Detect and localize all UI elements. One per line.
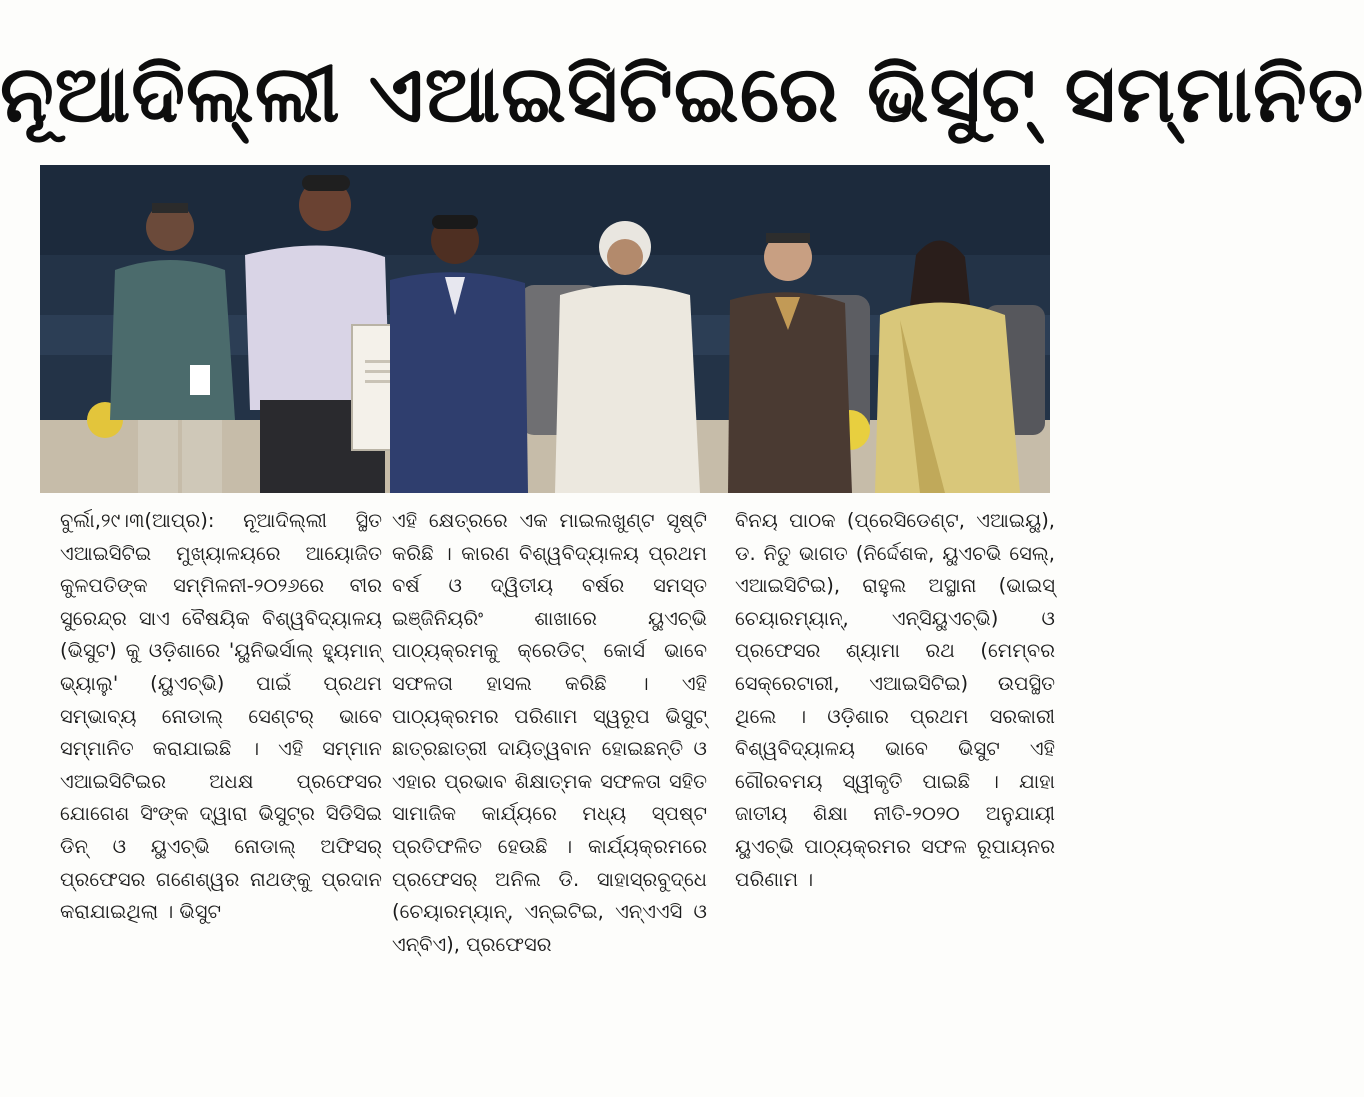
article-column-2 xyxy=(392,505,707,1070)
article-column-3 xyxy=(735,505,1055,1070)
article-column-1 xyxy=(60,505,382,1070)
article-text: ବୁର୍ଲା,୨୯।୩(ଆପ୍ର): ନୂଆଦିଲ୍ଲୀ ସ୍ଥିତ ଏଆଇସିଟିଇ ମୁଖ୍ୟାଳୟରେ ଆୟୋଜିତ କୁଳପତିଙ୍କ ସମ୍ମିଳନୀ-୨୦୨୬ରେ ବୀର ସୁରେନ୍ଦ୍ର ସାଏ ବୈଷୟିକ ବିଶ୍ୱବିଦ୍ୟାଳୟ (ଭିସୁଟ) କୁ ଓଡ଼ିଶାରେ 'ୟୁନିଭର୍ସାଲ୍ ହ୍ୟୁମାନ୍ ଭ୍ୟାଲୁ' (ୟୁଏଚ୍‌ଭି) ପାଇଁ ପ୍ରଥମ ସମ୍ଭାବ୍ୟ ନୋଡାଲ୍ ସେଣ୍ଟର୍ ଭାବେ ସମ୍ମାନିତ କରାଯାଇଛି । ଏହି ସମ୍ମାନ ଏଆଇସିଟିଇର ଅଧକ୍ଷ ପ୍ରଫେସର ଯୋଗେଶ ସିଂଙ୍କ ଦ୍ୱାରା ଭିସୁଟ୍‌ର ସିଡିସିଇ ଡିନ୍ ଓ ୟୁଏଚ୍‌ଭି ନୋଡାଲ୍ ଅଫିସର୍ ପ୍ରଫେସର ଗଣେଶ୍ୱର ନାଥଙ୍କୁ ପ୍ରଦାନ କରାଯାଇଥିଲା । ଭିସୁଟ xyxy=(60,509,382,924)
article-text: ଏହି କ୍ଷେତ୍ରରେ ଏକ ମାଇଲଖୁଣ୍ଟ ସୃଷ୍ଟି କରିଛି । କାରଣ ବିଶ୍ୱବିଦ୍ୟାଳୟ ପ୍ରଥମ ବର୍ଷ ଓ ଦ୍ୱିତୀୟ ବର୍ଷର ସମସ୍ତ ଇଞ୍ଜିନିୟରିଂ ଶାଖାରେ ୟୁଏଚ୍‌ଭି ପାଠ୍ୟକ୍ରମକୁ କ୍ରେଡିଟ୍ କୋର୍ସ ଭାବେ ସଫଳତା ହାସଲ କରିଛି । ଏହି ପାଠ୍ୟକ୍ରମର ପରିଣାମ ସ୍ୱରୂପ ଭିସୁଟ୍ ଛାତ୍ରଛାତ୍ରୀ ଦାୟିତ୍ୱବାନ ହୋଇଛନ୍ତି ଓ ଏହାର ପ୍ରଭାବ ଶିକ୍ଷାତ୍ମକ ସଫଳତା ସହିତ ସାମାଜିକ କାର୍ଯ୍ୟରେ ମଧ୍ୟ ସ୍ପଷ୍ଟ ପ୍ରତିଫଳିତ ହେଉଛି । କାର୍ଯ୍ୟକ୍ରମରେ ପ୍ରଫେସର୍ ଅନିଲ ଡି. ସାହାସ୍ରବୁଦ୍ଧେ (ଚେୟାରମ୍ୟାନ୍, ଏନ୍‌ଇଟିଇ, ଏନ୍‌ଏଏସି ଓ ଏନ୍‌ବିଏ), ପ୍ରଫେସର xyxy=(392,509,707,956)
event-photo xyxy=(40,165,1050,493)
article-text: ବିନୟ ପାଠକ (ପ୍ରେସିଡେଣ୍ଟ, ଏଆଇୟୁ), ଡ. ନିତୁ ଭାଗତ (ନିର୍ଦ୍ଦେଶକ, ୟୁଏଚଭି ସେଲ୍, ଏଆଇସିଟିଇ), ରାହୁଲ ଅସ୍ଥାନା (ଭାଇସ୍ ଚେୟାରମ୍ୟାନ୍, ଏନ୍‌ସିୟୁଏଚ୍‌ଭି) ଓ ପ୍ରଫେସର ଶ୍ୟାମା ରଥ (ମେମ୍ବର ସେକ୍ରେଟାରୀ, ଏଆଇସିଟିଇ) ଉପସ୍ଥିତ ଥିଲେ । ଓଡ଼ିଶାର ପ୍ରଥମ ସରକାରୀ ବିଶ୍ୱବିଦ୍ୟାଳୟ ଭାବେ ଭିସୁଟ ଏହି ଗୌରବମୟ ସ୍ୱୀକୃତି ପାଇଛି । ଯାହା ଜାତୀୟ ଶିକ୍ଷା ନୀତି-୨୦୨୦ ଅନୁଯାୟୀ ୟୁଏଚ୍‌ଭି ପାଠ୍ୟକ୍ରମର ସଫଳ ରୂପାୟନର ପରିଣାମ । xyxy=(735,509,1055,891)
headline: ନୂଆଦିଲ୍ଲୀ ଏଆଇସିଟିଇରେ ଭିସୁଟ୍ ସମ୍ମାନିତ xyxy=(0,50,1364,140)
photo-illustration xyxy=(40,165,1050,493)
